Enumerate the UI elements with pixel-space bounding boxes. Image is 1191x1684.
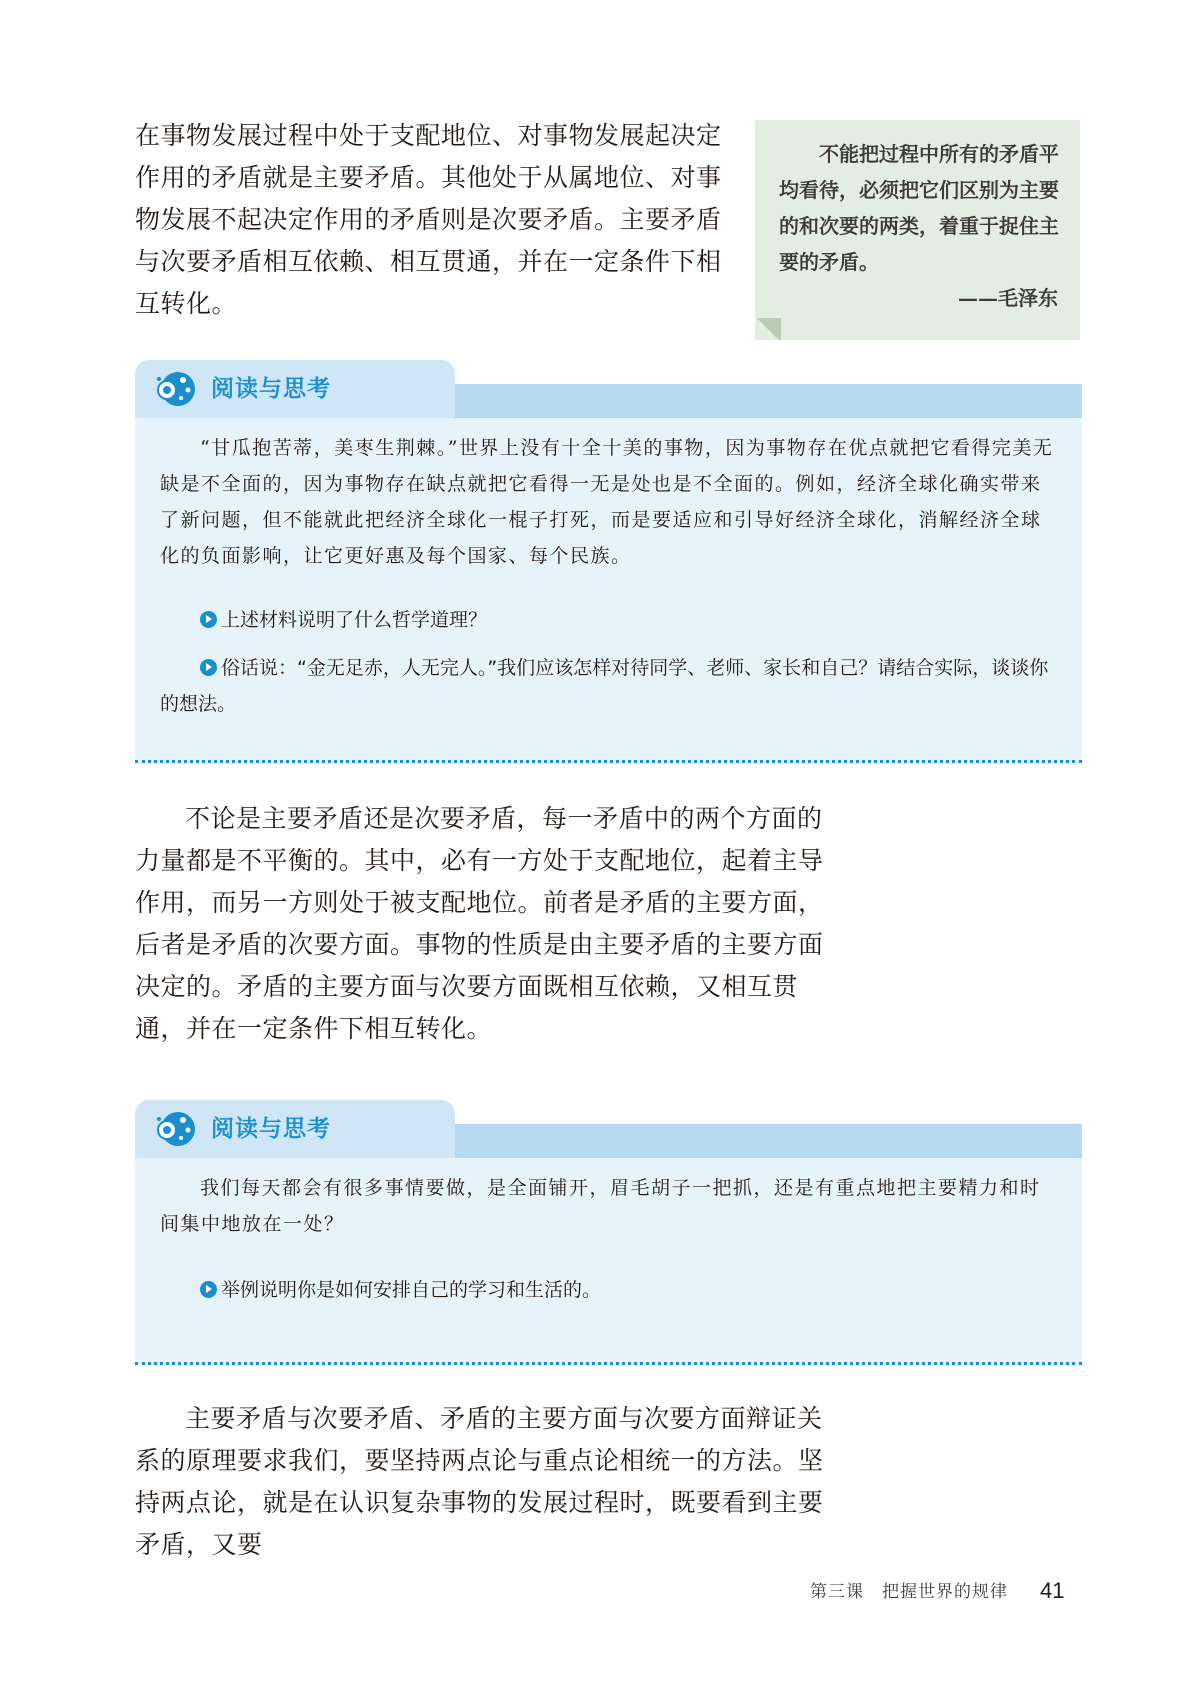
play-bullet-icon	[200, 611, 217, 628]
reading-text: 我们每天都会有很多事情要做，是全面铺开，眉毛胡子一把抓，还是有重点地把主要精力和时间集中地放在一处？	[160, 1177, 1041, 1235]
body-paragraph: 主要矛盾与次要矛盾、矛盾的主要方面与次要方面辩证关系的原理要求我们，要坚持两点论与重点论相统一的方法。坚持两点论，就是在认识复杂事物的发展过程时，既要看到主要矛盾，又要	[135, 1404, 824, 1559]
question-text: 上述材料说明了什么哲学道理？	[221, 609, 488, 631]
quote-author: ——毛泽东	[958, 286, 1058, 310]
question-item	[160, 1272, 1060, 1308]
question-item	[160, 602, 1060, 638]
reading-box-body	[135, 418, 1082, 763]
page-number: 41	[1040, 1578, 1065, 1603]
question-text: 俗话说：“金无足赤，人无完人。”我们应该怎样对待同学、老师、家长和自己？请结合实际，谈谈你的想法。	[160, 657, 1049, 715]
reading-box-body	[135, 1158, 1082, 1365]
reading-box-1	[135, 360, 1082, 760]
intro-paragraph: 在事物发展过程中处于支配地位、对事物发展起决定作用的矛盾就是主要矛盾。其他处于从属地位、对事物发展不起决定作用的矛盾则是次要矛盾。主要矛盾与次要矛盾相互依赖、相互贯通，并在一定条件下相互转化。	[135, 121, 722, 318]
reading-box-title: 阅读与思考	[211, 1116, 331, 1142]
page-fold-corner	[755, 318, 781, 340]
quote-note	[755, 120, 1080, 340]
play-bullet-icon	[200, 1281, 217, 1298]
play-bullet-icon	[200, 659, 217, 676]
reading-think-icon	[155, 1108, 197, 1150]
reading-think-icon	[155, 368, 197, 410]
body-paragraph: 不论是主要矛盾还是次要矛盾，每一矛盾中的两个方面的力量都是不平衡的。其中，必有一方处于支配地位，起着主导作用，而另一方则处于被支配地位。前者是矛盾的主要方面，后者是矛盾的次要方面。事物的性质是由主要矛盾的主要方面决定的。矛盾的主要方面与次要方面既相互依赖，又相互贯通，并在一定条件下相互转化。	[135, 804, 824, 1043]
reading-header-tab	[135, 1100, 455, 1158]
quote-text: 不能把过程中所有的矛盾平均看待，必须把它们区别为主要的和次要的两类，着重于捉住主要的矛盾。	[779, 142, 1059, 274]
question-text: 举例说明你是如何安排自己的学习和生活的。	[221, 1279, 602, 1301]
reading-box-2	[135, 1100, 1082, 1362]
reading-header-tab	[135, 360, 455, 418]
reading-text: “甘瓜抱苦蒂，美枣生荆棘。”世界上没有十全十美的事物，因为事物存在优点就把它看得完美无缺是不全面的，因为事物存在缺点就把它看得一无是处也是不全面的。例如，经济全球化确实带来了新问题，但不能就此把经济全球化一棍子打死，而是要适应和引导好经济全球化，消解经济全球化的负面影响，让它更好惠及每个国家、每个民族。	[160, 437, 1054, 567]
reading-box-title: 阅读与思考	[211, 376, 331, 402]
question-item	[160, 650, 1060, 722]
footer-chapter-title: 第三课 把握世界的规律	[810, 1582, 1008, 1602]
